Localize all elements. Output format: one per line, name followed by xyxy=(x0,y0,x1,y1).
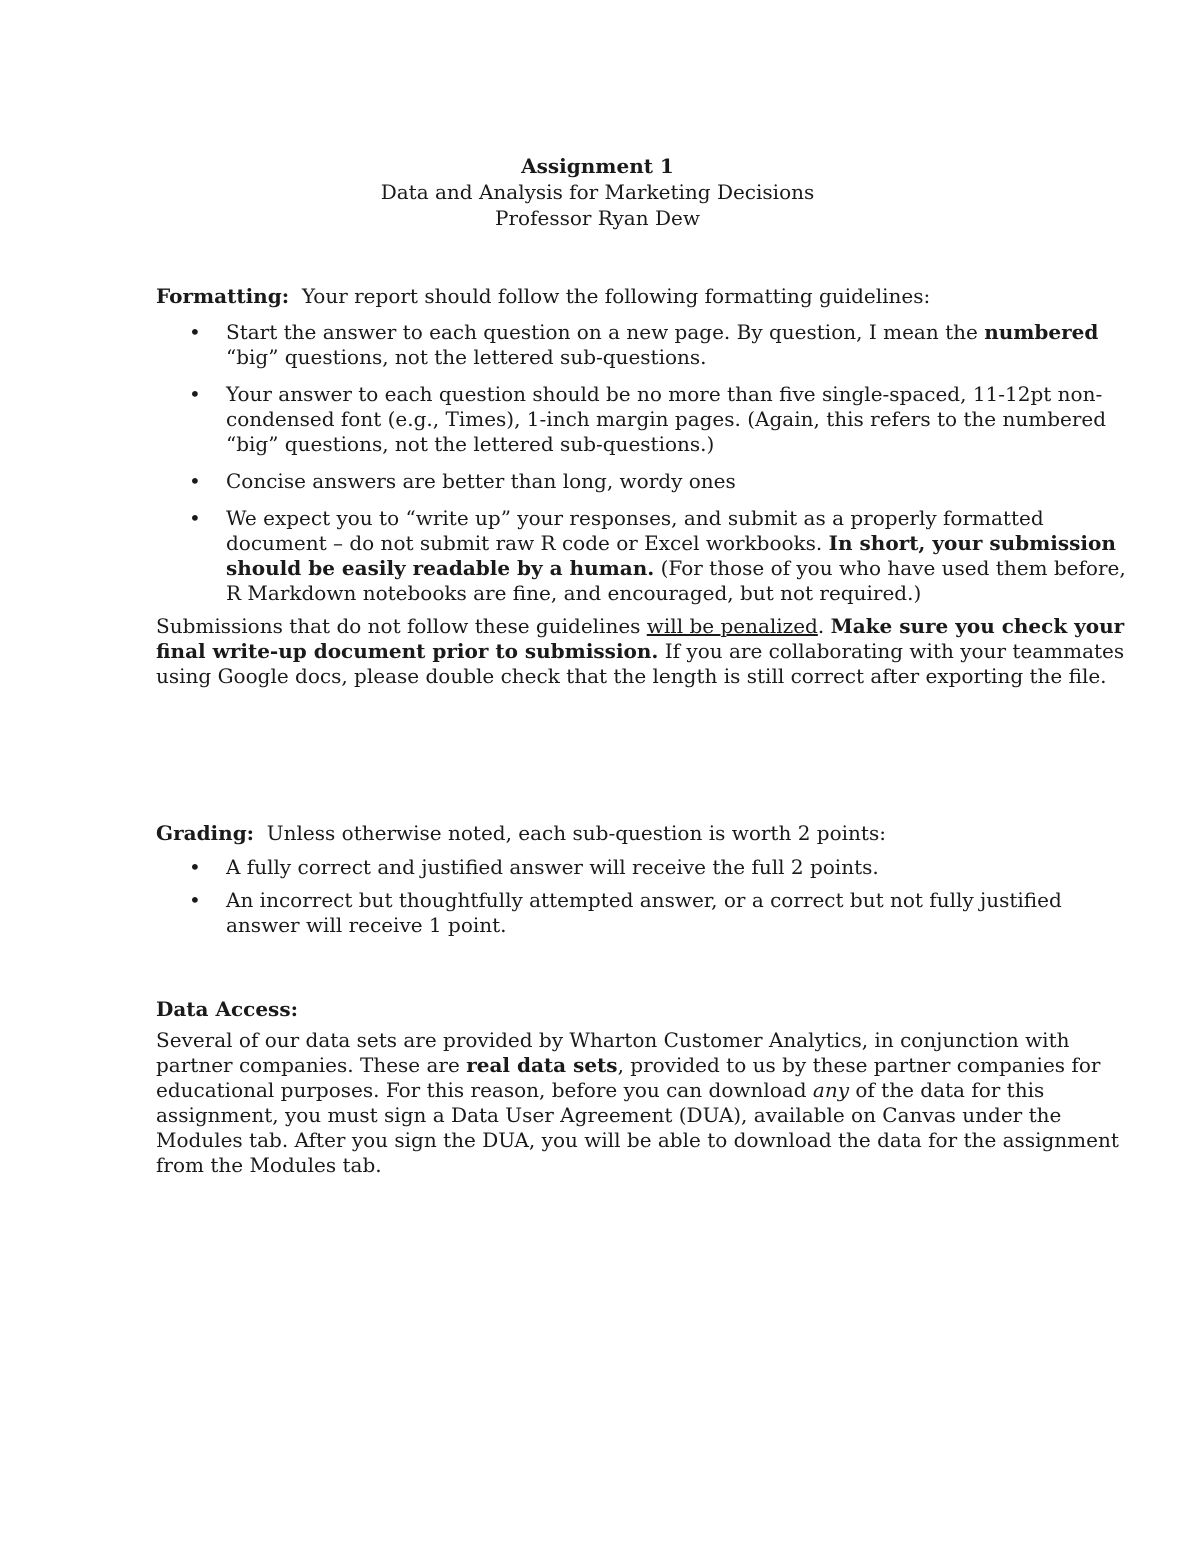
guideline-text: (For those of you who have used them before, R Markdown notebooks are fine, and encouraged, but not required.) xyxy=(226,556,1126,605)
grading-heading: Grading: xyxy=(156,821,255,845)
formatting-heading: Formatting: xyxy=(156,284,290,308)
paragraph-text: . xyxy=(817,614,831,638)
guideline-text: Start the answer to each question on a new page. By question, I mean the xyxy=(226,320,985,344)
list-item xyxy=(156,506,1126,606)
guideline-emphasis: In short, your submission should be easily readable by a human. xyxy=(226,531,1116,580)
grading-criteria-list xyxy=(156,855,1126,938)
formatting-guidelines-list xyxy=(156,320,1126,606)
guideline-text: “big” questions, not the lettered sub-questions. xyxy=(226,345,707,369)
bullet-icon: • xyxy=(189,469,201,493)
paragraph-text: Submissions that do not follow these guidelines xyxy=(156,614,647,638)
guideline-text: Concise answers are better than long, wordy ones xyxy=(226,469,736,493)
paragraph-text: of the data for this assignment, you must sign a Data User Agreement (DUA), available on Canvas under the Modules tab. After you sign the DUA, you will be able to download the data for the assignment from the Modules tab. xyxy=(156,1078,1119,1177)
list-item xyxy=(156,320,1126,370)
bullet-icon: • xyxy=(189,382,201,406)
data-access-heading: Data Access: xyxy=(156,997,298,1021)
real-data-emphasis: real data sets xyxy=(466,1053,618,1077)
check-warning: Make sure you check your final write-up document prior to submission. xyxy=(156,614,1125,663)
bullet-icon: • xyxy=(189,506,201,530)
list-item xyxy=(156,469,1126,494)
list-item xyxy=(156,888,1126,938)
guideline-text: Your answer to each question should be no more than five single-spaced, 11-12pt non-condensed font (e.g., Times), 1-inch margin pages. (Again, this refers to the numbered “big” questions, not the lettered sub-questions.) xyxy=(226,382,1107,456)
guideline-text: We expect you to “write up” your responses, and submit as a properly formatted document – do not submit raw R code or Excel workbooks. xyxy=(226,506,1044,555)
formatting-intro: Your report should follow the following formatting guidelines: xyxy=(301,284,931,308)
bullet-icon: • xyxy=(189,888,201,912)
data-access-section xyxy=(156,997,1126,1178)
grading-section xyxy=(156,821,1126,946)
bullet-icon: • xyxy=(189,320,201,344)
paragraph-text: Several of our data sets are provided by Wharton Customer Analytics, in conjunction with partner companies. These are xyxy=(156,1028,1070,1077)
list-item xyxy=(156,382,1126,457)
document-header xyxy=(0,153,1195,231)
course-name: Data and Analysis for Marketing Decisions xyxy=(380,180,815,204)
grading-intro: Unless otherwise noted, each sub-question is worth 2 points: xyxy=(266,821,886,845)
assignment-title: Assignment 1 xyxy=(521,154,674,178)
grading-intro-line xyxy=(156,821,1126,846)
penalty-underline: will be penalized xyxy=(646,614,818,638)
bullet-icon: • xyxy=(189,855,201,879)
criterion-text: An incorrect but thoughtfully attempted answer, or a correct but not fully justified answer will receive 1 point. xyxy=(226,888,1062,937)
list-item xyxy=(156,855,1126,880)
paragraph-text: If you are collaborating with your teammates using Google docs, please double check that the length is still correct after exporting the file. xyxy=(156,639,1125,688)
criterion-text: A fully correct and justified answer will receive the full 2 points. xyxy=(226,855,879,879)
data-access-paragraph xyxy=(156,1028,1126,1178)
penalty-paragraph xyxy=(156,614,1126,689)
formatting-intro-line xyxy=(156,284,1126,309)
formatting-section xyxy=(156,284,1126,689)
guideline-emphasis: numbered xyxy=(984,320,1099,344)
any-emphasis: any xyxy=(812,1078,849,1102)
paragraph-text: , provided to us by these partner companies for educational purposes. For this reason, before you can download xyxy=(156,1053,1101,1102)
professor-name: Professor Ryan Dew xyxy=(495,206,700,230)
